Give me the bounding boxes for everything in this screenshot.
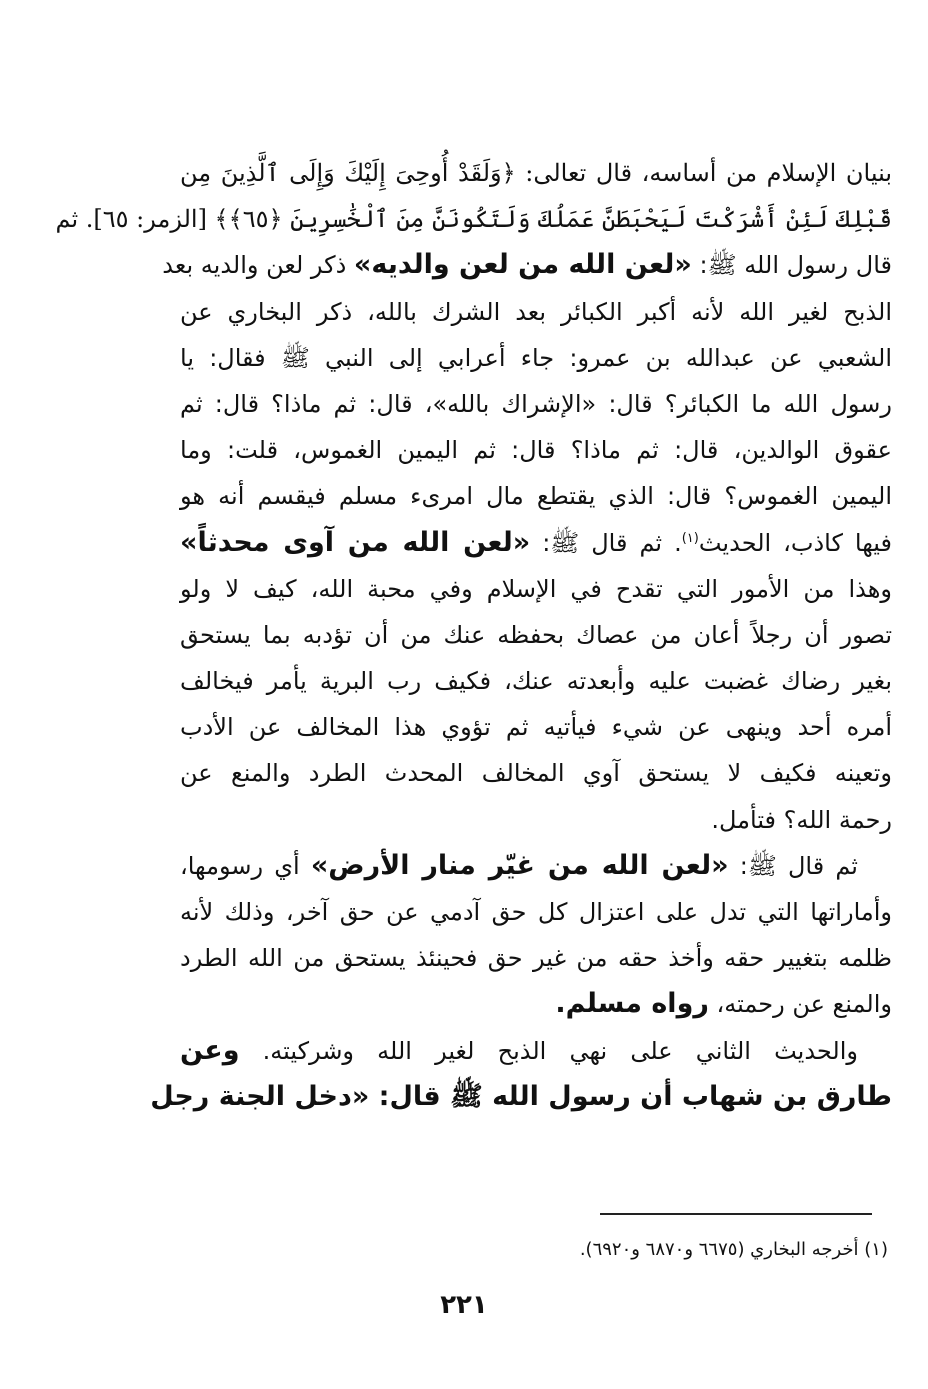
hadith-quote-muhdith: «لعن الله من آوى محدثاً» <box>180 526 531 558</box>
footnote-marker: (١) <box>681 530 699 546</box>
heavy-line-wrap <box>150 1074 892 1120</box>
line3-rest: ذكر لعن والديه بعد <box>162 251 347 280</box>
hadith-quote-landmarks: «لعن الله من غيّر منار الأرض» <box>310 849 729 881</box>
text-line-11: تصور أن رجلاً أعان من عصاك بحفظه عنك من أن تؤدبه بما يستحق <box>180 620 892 649</box>
text-line-10: وهذا من الأمور التي تقدح في الإسلام وفي محبة الله، كيف لا ولو <box>180 574 892 603</box>
text-line-6: رسول الله ما الكبائر؟ قال: «الإشراك بالله»، قال: ثم ماذا؟ قال: ثم <box>180 389 892 418</box>
text-line-17: وأماراتها التي تدل على اعتزال كل حق آدمي عن حق آخر، وذلك لأنه <box>180 898 892 926</box>
text-line-3 <box>162 242 892 288</box>
text-line-14: وتعينه فكيف لا يستحق آوي المخالف المحدث الطرد والمنع عن <box>180 759 892 788</box>
line3-prefix: قال رسول الله ﷺ: <box>699 251 892 280</box>
text-line-9 <box>180 520 892 566</box>
line9-mid: . ثم قال ﷺ: <box>542 528 682 557</box>
hadith-quote-parents: «لعن الله من لعن والديه» <box>353 249 692 281</box>
text-line-1: بنيان الإسلام من أساسه، قال تعالى: ﴿وَلَقَدْ أُوحِىَ إِلَيْكَ وَإِلَى ٱلَّذِينَ مِن <box>180 159 892 187</box>
text-line-19 <box>180 981 892 1027</box>
text-line-15: رحمة الله؟ فتأمل. <box>711 805 892 834</box>
line16-prefix: ثم قال ﷺ: <box>739 851 858 880</box>
text-line-13: أمره أحد وينهى عن شيء فيأتيه ثم تؤوي هذا المخالف عن الأدب <box>180 713 892 742</box>
line19-start: والمنع عن رحمته، <box>716 990 892 1019</box>
narrated-by-muslim: رواه مسلم. <box>555 988 709 1020</box>
footnote: (١) أخرجه البخاري (٦٦٧٥ و٦٨٧٠ و٦٩٢٠). <box>579 1239 888 1260</box>
text-line-20 <box>180 1028 892 1074</box>
line20-start: والحديث الثاني على نهي الذبح لغير الله وشركيته. <box>262 1036 858 1065</box>
text-line-8: اليمين الغموس؟ قال: الذي يقتطع مال امرىء مسلم فيقسم أنه هو <box>180 482 892 511</box>
text-line-2: قَبْلِكَ لَئِنْ أَشْرَكْتَ لَيَحْبَطَنَّ عَمَلُكَ وَلَتَكُونَنَّ مِنَ ٱلْخَٰسِرِينَ ﴿٦٥﴾﴾ [الزمر: ٦٥]. ثم <box>55 205 892 234</box>
line16-rest: أي رسومها، <box>180 851 300 880</box>
text-line-16 <box>180 843 892 889</box>
text-line-5: الشعبي عن عبدالله بن عمرو: جاء أعرابي إلى النبي ﷺ فقال: يا <box>180 343 892 372</box>
text-line-21: طارق بن شهاب أن رسول الله ﷺ قال: «دخل الجنة رجل <box>150 1080 892 1112</box>
page-number: ٢٢١ <box>440 1290 488 1320</box>
text-line-7: عقوق الوالدين، قال: ثم ماذا؟ قال: ثم اليمين الغموس، قلت: وما <box>180 436 892 465</box>
text-line-4: الذبح لغير الله لأنه أكبر الكبائر بعد الشرك بالله، ذكر البخاري عن <box>180 297 892 326</box>
text-line-18: ظلمه بتغيير حقه وأخذ حقه من غير حق فحينئذ يستحق من الله الطرد <box>180 944 892 973</box>
text-line-12: بغير رضاك غضبت عليه وأبعدته عنك، فكيف رب البرية يأمر فيخالف <box>180 667 892 696</box>
line20-and-from: وعن <box>180 1034 240 1066</box>
footnote-divider <box>600 1213 872 1215</box>
main-text <box>55 150 892 1120</box>
line9-start: فيها كاذب، الحديث <box>698 528 892 557</box>
